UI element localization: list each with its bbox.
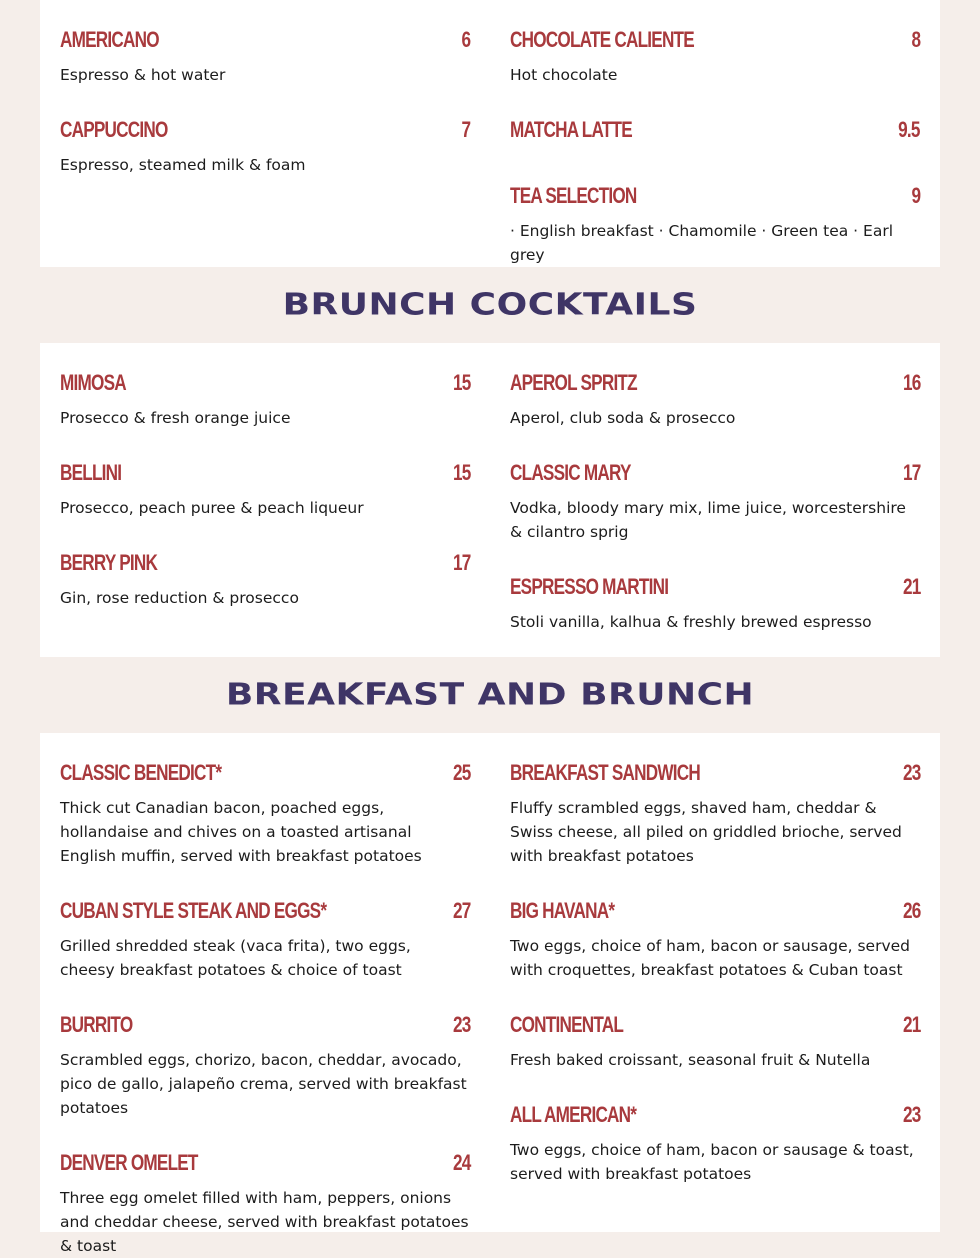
menu-item (60, 458, 470, 520)
item-name: APEROL SPRITZ (510, 370, 637, 395)
item-description: Thick cut Canadian bacon, poached eggs, hollandaise and chives on a toasted artisanal English muffin, served with breakfast potatoes (60, 799, 422, 865)
item-price: 23 (902, 1102, 920, 1127)
item-description: Fluffy scrambled eggs, shaved ham, cheddar & Swiss cheese, all piled on griddled brioche, served with breakfast potatoes (510, 799, 902, 865)
item-price: 15 (452, 370, 470, 395)
item-description: Two eggs, choice of ham, bacon or sausage & toast, served with breakfast potatoes (510, 1141, 914, 1183)
menu-item (510, 1010, 920, 1072)
item-name: BERRY PINK (60, 550, 158, 575)
item-price: 26 (902, 898, 920, 923)
item-price: 16 (902, 370, 920, 395)
menu-item (60, 1148, 470, 1258)
item-name: CLASSIC BENEDICT* (60, 760, 222, 785)
menu-item (510, 896, 920, 982)
menu-item (510, 181, 920, 267)
item-price: 6 (461, 27, 470, 52)
item-price: 9.5 (898, 117, 920, 142)
item-price: 7 (461, 117, 470, 142)
menu-item (510, 572, 920, 634)
item-name: BIG HAVANA* (510, 898, 615, 923)
item-description: Vodka, bloody mary mix, lime juice, worcestershire & cilantro sprig (510, 499, 906, 541)
item-price: 17 (902, 460, 920, 485)
item-description: Gin, rose reduction & prosecco (60, 589, 299, 607)
item-name: MIMOSA (60, 370, 126, 395)
menu-item (60, 115, 470, 177)
item-description: Stoli vanilla, kalhua & freshly brewed espresso (510, 613, 872, 631)
item-price: 27 (452, 898, 470, 923)
item-description: Espresso, steamed milk & foam (60, 156, 306, 174)
item-name: CUBAN STYLE STEAK AND EGGS* (60, 898, 327, 923)
item-description: Grilled shredded steak (vaca frita), two eggs, cheesy breakfast potatoes & choice of toast (60, 937, 411, 979)
item-description: Scrambled eggs, chorizo, bacon, cheddar, avocado, pico de gallo, jalapeño crema, served with breakfast potatoes (60, 1051, 467, 1117)
item-description: Two eggs, choice of ham, bacon or sausage, served with croquettes, breakfast potatoes & Cuban toast (510, 937, 911, 979)
item-name: MATCHA LATTE (510, 117, 632, 142)
item-name: BURRITO (60, 1012, 133, 1037)
item-price: 9 (911, 183, 920, 208)
item-name: TEA SELECTION (510, 183, 637, 208)
section-title-brunch-cocktails: BRUNCH COCKTAILS (282, 287, 698, 322)
menu-item (60, 896, 470, 982)
item-description: Aperol, club soda & prosecco (510, 409, 736, 427)
item-price: 23 (452, 1012, 470, 1037)
item-description: Hot chocolate (510, 66, 618, 84)
menu-item (510, 368, 920, 430)
menu-item (510, 115, 920, 145)
menu-item (60, 548, 470, 610)
item-description: Espresso & hot water (60, 66, 226, 84)
menu-item (510, 25, 920, 87)
item-price: 15 (452, 460, 470, 485)
item-description: Prosecco & fresh orange juice (60, 409, 291, 427)
item-price: 21 (902, 1012, 920, 1037)
item-price: 17 (452, 550, 470, 575)
section-title-breakfast-and-brunch: BREAKFAST AND BRUNCH (225, 677, 755, 712)
menu-item (60, 1010, 470, 1120)
item-price: 21 (902, 574, 920, 599)
item-name: CHOCOLATE CALIENTE (510, 27, 694, 52)
menu-item (510, 458, 920, 544)
item-name: ALL AMERICAN* (510, 1102, 637, 1127)
breakfast-brunch-panel (40, 733, 940, 1255)
item-name: AMERICANO (60, 27, 159, 52)
item-name: CAPPUCCINO (60, 117, 168, 142)
item-description: Fresh baked croissant, seasonal fruit & Nutella (510, 1051, 871, 1069)
coffee-tea-panel (40, 0, 940, 267)
menu-item (60, 368, 470, 430)
menu-item (510, 758, 920, 868)
item-description: Three egg omelet filled with ham, peppers, onions and cheddar cheese, served with breakfast potatoes & toast (60, 1189, 469, 1255)
item-description: Prosecco, peach puree & peach liqueur (60, 499, 364, 517)
item-price: 25 (452, 760, 470, 785)
item-price: 23 (902, 760, 920, 785)
item-price: 8 (911, 27, 920, 52)
item-name: BREAKFAST SANDWICH (510, 760, 700, 785)
item-name: CONTINENTAL (510, 1012, 624, 1037)
item-name: BELLINI (60, 460, 122, 485)
brunch-cocktails-panel (40, 343, 940, 657)
menu-item (60, 25, 470, 87)
menu-item (60, 758, 470, 868)
menu-item (510, 1100, 920, 1186)
item-name: DENVER OMELET (60, 1150, 198, 1175)
item-name: ESPRESSO MARTINI (510, 574, 669, 599)
item-name: CLASSIC MARY (510, 460, 631, 485)
item-description: · English breakfast · Chamomile · Green tea · Earl grey (510, 222, 894, 264)
item-price: 24 (452, 1150, 470, 1175)
